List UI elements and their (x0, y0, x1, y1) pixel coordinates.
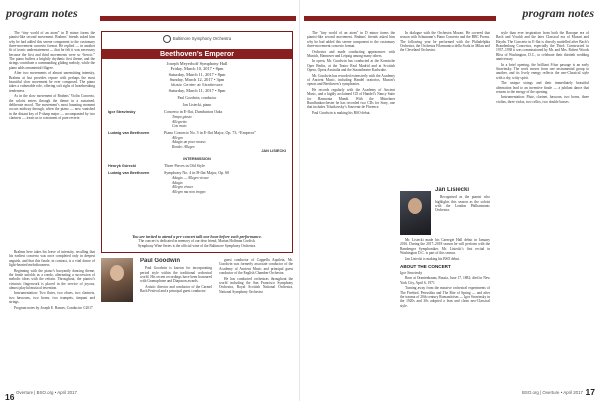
work-title: Piano Concerto No. 5 in E-flat Major, Op. 73, “Emperor” (164, 130, 256, 136)
movement: Adagio un poco mosso (172, 140, 206, 145)
footer-meta: Overture | BSO.org • April 2017 (16, 390, 78, 395)
about-dates: Born at Oranienbaum, Russia, June 17, 1882; died in New York City, April 6, 1971 (400, 276, 490, 285)
pianist-bio-column-a (435, 187, 490, 239)
work (164, 164, 286, 169)
sponsor-note: The concert is dedicated in memory of our dear friend, Marian Hoffman Cordish. (138, 239, 256, 244)
paragraph: He records regularly with the Academy of Ancient Music, and a highly acclaimed CD of Handel’s Nancy Suite for Harmonia Mundi. With the Münchner Rundfunkorchester he has recorded two CDs for Sony, one that includes Tchaikovsky’s Souvenir de Florence. (307, 87, 395, 110)
page-number: 17 (585, 387, 595, 397)
hall-name: Joseph Meyerhoff Symphony Hall (166, 61, 228, 66)
date-line: Saturday, March 11, 2017 • 8pm (168, 71, 226, 77)
left-footer (5, 387, 295, 401)
soloist: JAN LISIECKI (261, 149, 286, 154)
program-row (108, 171, 286, 194)
paragraph: Paul Goodwin is known for incorporating period style within the traditional orchestral world. His recent recordings have been honoured with Gramophone and Diapason awards. (140, 266, 212, 284)
movement: Allegro (172, 135, 183, 140)
movement: Con moto (172, 124, 187, 129)
paragraph: Artistic director and conductor of the Carmel Bach Festival and a principal guest conductor (140, 284, 212, 294)
pianist-bio-column-b (400, 238, 490, 370)
paragraph: The "tiny world of an atom" in D minor forms the pianist-like second movement. Brahms' friends asked him why he had added this serene component to the customary three-movement concerto format. (307, 31, 395, 49)
conductor-line: Paul Goodwin, conductor (177, 96, 217, 100)
program-footnotes (108, 235, 286, 248)
intermission: INTERMISSION (183, 156, 211, 161)
paragraph: As in the slow movement of Brahms’ Violin Concerto, the soloist enters through the theme in a sustained, deliberate mood. The movement’s most haunting moment occurs midway through, when the piano — now vanished in the distant key of F-sharp major — accompanied by two clarinets — treats us to a moment of pure reverie. (9, 94, 95, 120)
right-page-header (300, 6, 594, 24)
left-body-column-2 (9, 250, 95, 368)
concert-program-card (101, 31, 293, 253)
right-page (300, 0, 600, 401)
about-heading: ABOUT THE CONCERT (400, 263, 451, 269)
program-rows (108, 96, 286, 197)
organization-name: Baltimore Symphony Orchestra (172, 36, 232, 42)
paragraph: He has conducted orchestras throughout the world including the San Francisco Symphony Orchestra, Royal Scottish National Orchestra, National Symphony Orchestra (219, 276, 293, 294)
paragraph: Orchestra and made conducting appearances with Munich, Hannover and Leipzig among many others. (307, 49, 395, 58)
work (164, 131, 286, 154)
page-number: 16 (5, 392, 15, 401)
left-page-header (6, 6, 78, 24)
pianist-photo (400, 191, 431, 235)
paragraph: After two movements of almost unremitting intensity, Brahms at last provides repose with perhaps the most beautiful slow movement he ever composed. The piano takes a vulnerable role, offering soft sighs of heartbreaking tenderness. (9, 71, 95, 93)
movement: Tempo giusto (172, 115, 192, 120)
date-line: Sunday, March 12, 2017 • 3pm (169, 77, 225, 83)
header-rule (100, 16, 296, 21)
paragraph: Mr. Lisiecki made his Carnegie Hall debut in January 2016. During the 2017–2018 season he will perform with the Bamberger Symphoniker. Mr. Lisiecki’s first recital in Washington D.C. is part of this season. (400, 238, 490, 256)
right-body-column-3 (496, 31, 589, 371)
soloist-line: Jan Lisiecki, piano (182, 103, 212, 108)
program-row (108, 131, 286, 154)
composer: Ludwig van Beethoven (108, 131, 150, 136)
date-line: Friday, March 10, 2017 • 8pm (170, 66, 224, 72)
about-composer: Igor Stravinsky (400, 270, 423, 275)
pre-concert-note: You are invited to attend a pre-concert talk one hour before each performance. (132, 233, 262, 239)
date-line: Saturday, March 11, 2017 • 8pm (168, 88, 226, 94)
portrait-face (110, 265, 124, 281)
paragraph: In dialogue with the Orchestra Mozart. He covered that season with Schumann’s Piano Concerto and the BBC Proms. The following year he performed with the Philadelphia Orchestra, the Orchestra Filarmonica della Scala in Milan and the Cleveland Orchestra. (400, 31, 490, 53)
right-footer (305, 387, 595, 397)
paragraph: In opera, Mr. Goodwin has conducted at the Komische Oper Berlin, at the Teatro Real Madrid and at Scottish Opera, Opera Australia and the Staatstheater Karlsruhe. (307, 59, 395, 73)
paragraph: The “tiny world of an atom” in D minor forms the pianist-like second movement. Brahms’ friends asked him why he had added this serene component to the customary three-movement concerto format. He replied — in another fit of ironic understatement — that he felt it was necessary because the first and third movements were so “heroic.” The piano buffers a brightly rhythmic first theme, and the strings contribute a commanding gliding melody, while the piano adds ornamental filigree. (9, 31, 95, 70)
bio-name: Paul Goodwin (140, 258, 180, 264)
about-body: Turning away from the massive orchestral experiments of The Firebird, Petrushka and The Rite of Spring — and after the trauma of 20th century Romanticism — Igor Stravinsky in the 1920s and 30s adopted a lean and clean neo-Classical style. (400, 286, 490, 308)
footer-meta: BSO.org | Overture • April 2017 (521, 390, 583, 395)
work (164, 171, 286, 194)
right-body-column-1 (307, 31, 395, 391)
bio-column-b (219, 258, 293, 370)
paragraph: The unique strings and their immediately beautiful alternation lead to an inventive finale — a jubilant dance that returns to the energy of the opening. (496, 81, 589, 94)
program-row (108, 164, 286, 169)
movement: Allegro vivace (172, 185, 194, 190)
orchestra-logo (102, 35, 292, 43)
header-rule (304, 16, 496, 21)
composer: Ludwig van Beethoven (108, 171, 150, 176)
instrumentation: Instrumentation: Two flutes, two oboes, two clarinets, two bassoons, two horns, two trumpets, timpani and strings. (9, 291, 95, 305)
left-body-column-1 (9, 31, 95, 221)
paragraph: In a brief opening, the brilliant 8-bar passage is an early Stravinsky. The work moves from one instrumental group to another, and its lively energy reflects the neo-Classical style with a dry, witty spirit. (496, 62, 589, 80)
composer: Igor Stravinsky (108, 110, 136, 115)
debut-note: Paul Goodwin is making his BSO debut. (312, 110, 371, 115)
movement: Allegro ma non troppo (172, 189, 206, 194)
portrait-face (408, 198, 422, 214)
movement: Allegretto (172, 119, 187, 124)
broadcast-note: Symphony Wine Series is the official wine of the Baltimore Symphony Orchestra. (137, 243, 257, 248)
paragraph: Beginning with the piano’s buoyantly dancing theme, the finale unfolds as a rondo, alternating a succession of melodic ideas with the refrain. Throughout, the pianist’s virtuosic fingerwork is placed in the service of joyous, almost playful musical invention. (9, 268, 95, 290)
venue-2: Music Center at Strathmore (171, 82, 223, 87)
conductor-photo (101, 258, 133, 302)
work (164, 110, 286, 128)
program-row (108, 110, 286, 128)
section-tag: program notes (522, 6, 594, 20)
movement: Adagio — Allegro vivace (172, 176, 209, 181)
right-body-column-2 (400, 31, 490, 186)
bio-name: Jan Lisiecki (435, 187, 470, 193)
program-meta (102, 61, 292, 93)
credit: Program notes by Joseph E. Barnes, Conductor ©2017 (14, 305, 93, 310)
paragraph: Brahms here takes his leave of intensity, recalling that his earliest concerto was once completed only in deepest anguish, and that this finale, in contrast, is a vital dance of light-hearted melodiousness. (9, 250, 95, 268)
work-title: Symphony No. 4 in B-flat Major, Op. 60 (164, 170, 230, 176)
work-title: Three Pieces in Old Style (164, 163, 205, 169)
program-title: Beethoven’s Emperor (102, 49, 292, 59)
paragraph: guest conductor of Cappella Aquileia, Mr. Goodwin was formerly associate conductor of the Academy of Ancient Music and principal guest conductor of the English Chamber Orchestra. (219, 258, 293, 276)
movement: Adagio (172, 180, 183, 185)
paragraph: style than ever inspiration from both the Baroque era of Bach and Vivaldi and the later Classical era of Mozart and Haydn. The Concerto in E-flat is directly modelled after Bach’s Brandenburg Concertos, especially the Third. Constructed in 1937–1938 it was commissioned by Mr. and Mrs. Robert Woods Bliss of Washington, D.C., to celebrate their thirtieth wedding anniversary. (496, 31, 589, 62)
composer: Henryk Górecki (108, 164, 137, 169)
paragraph: Mr. Goodwin has recorded extensively with the Academy of Ancient Music, including Handel oratorios, Mozart's operas and Beethoven’s symphonies. (307, 73, 395, 87)
instrumentation: Instrumentation: Flute, clarinet, bassoon, two horns, three violins, three violas, two cellos, two double basses. (496, 95, 589, 104)
orchestra-emblem-icon (163, 35, 171, 43)
paragraph: Recognised as the pianist who highlights this season as the soloist with the London Philharmonic Orchestra. (435, 195, 490, 213)
debut-note: Jan Lisiecki is making his BSO debut. (405, 256, 461, 261)
movement: Rondo: Allegro (172, 144, 195, 149)
work-title: Concerto in E-flat, Dumbarton Oaks (164, 109, 223, 115)
section-tag: program notes (6, 6, 78, 20)
bio-column-a (140, 258, 212, 370)
